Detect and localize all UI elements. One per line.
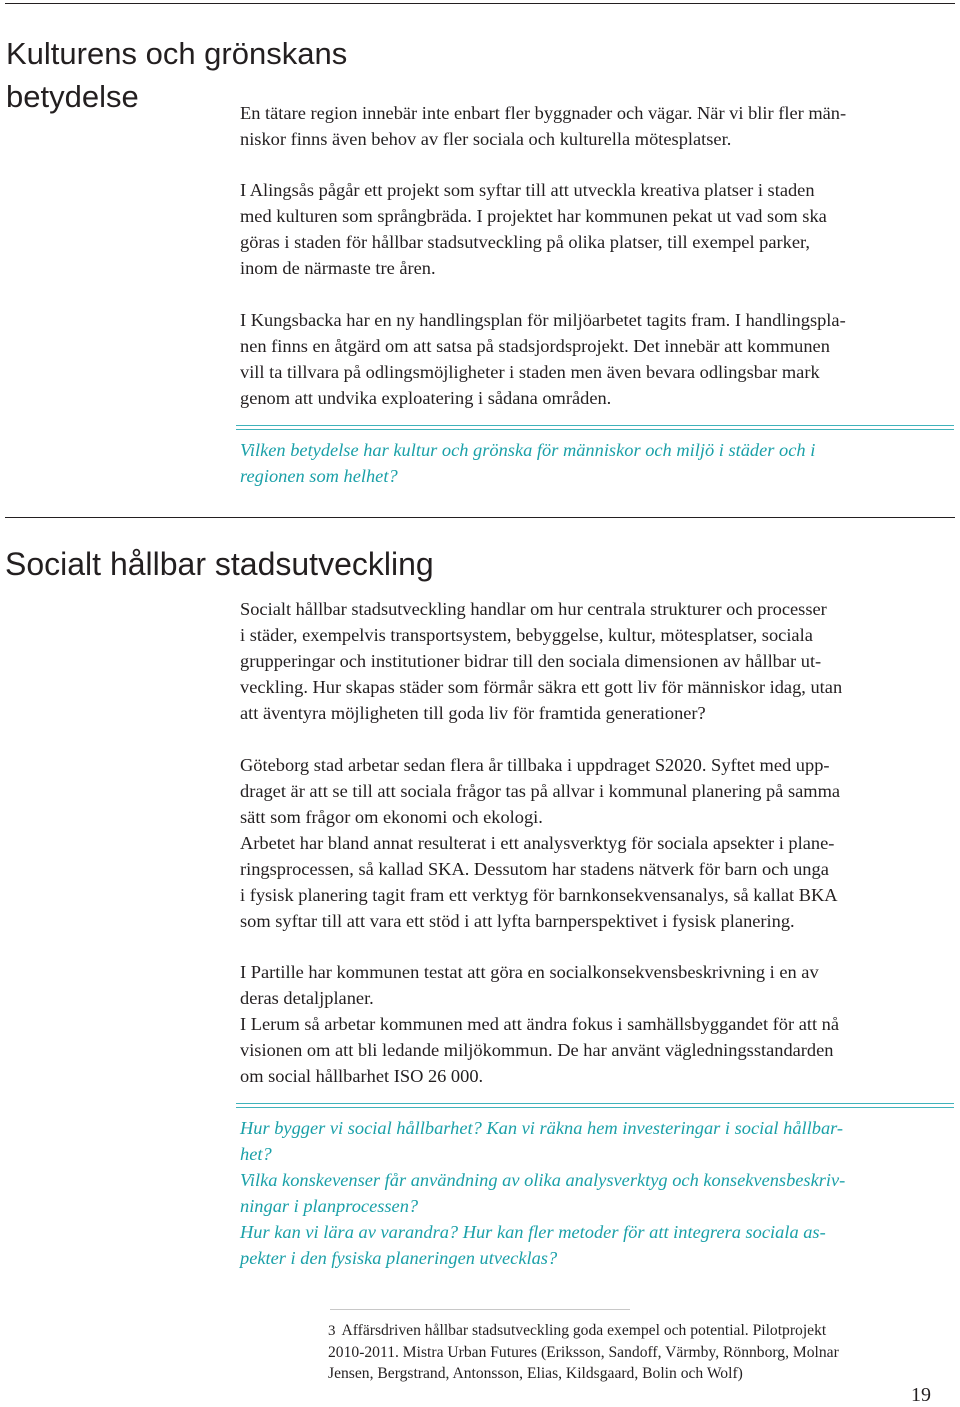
paragraph xyxy=(240,177,827,281)
text-line: ningar i planprocessen? xyxy=(240,1196,419,1216)
discussion-question xyxy=(240,437,815,489)
text-line: Hur kan vi lära av varandra? Hur kan fler metoder för att integrera sociala as- xyxy=(240,1222,826,1242)
text-line: Socialt hållbar stadsutveckling handlar om hur centrala strukturer och processer xyxy=(240,599,827,619)
text-line: nen finns en åtgärd om att satsa på stadsjordsprojekt. Det innebär att kommunen xyxy=(240,336,830,356)
section-heading-social: Socialt hållbar stadsutveckling xyxy=(5,546,434,582)
discussion-questions xyxy=(240,1115,845,1271)
question-divider xyxy=(236,425,954,430)
top-rule xyxy=(5,3,955,4)
section-heading-culture: Kulturens och grönskans betydelse xyxy=(6,36,348,114)
text-line: En tätare region innebär inte enbart fler byggnader och vägar. När vi blir fler män- xyxy=(240,103,847,123)
paragraph xyxy=(240,307,846,411)
text-line: Vilken betydelse har kultur och grönska för människor och miljö i städer och i xyxy=(240,440,816,460)
text-line: I Partille har kommunen testat att göra en socialkonsekvensbeskrivning i en av xyxy=(240,962,819,982)
text-line: Vilka konskevenser får användning av olika analysverktyg och konsekvensbeskriv- xyxy=(240,1170,846,1190)
footnote-number: 3 xyxy=(328,1323,336,1339)
text-line: inom de närmaste tre åren. xyxy=(240,258,436,278)
text-line: 2010-2011. Mistra Urban Futures (Eriksson, Sandoff, Värmby, Rönnborg, Molnar xyxy=(328,1344,839,1361)
text-line: I Alingsås pågår ett projekt som syftar till att utveckla kreativa platser i staden xyxy=(240,180,815,200)
text-line: med kulturen som språngbräda. I projektet har kommunen pekat ut vad som ska xyxy=(240,206,827,226)
text-line: pekter i den fysiska planeringen utvecklas? xyxy=(240,1248,558,1268)
text-line: om social hållbarhet ISO 26 000. xyxy=(240,1066,484,1086)
text-line: het? xyxy=(240,1144,272,1164)
text-line: göras i staden för hållbar stadsutveckling på olika platser, till exempel parker, xyxy=(240,232,810,252)
footnote-rule xyxy=(330,1309,630,1310)
text-line: niskor finns även behov av fler sociala och kulturella mötesplatser. xyxy=(240,129,732,149)
text-line: Affärsdriven hållbar stadsutveckling goda exempel och potential. Pilotprojekt xyxy=(341,1322,827,1339)
text-line: veckling. Hur skapas städer som förmår säkra ett gott liv för människor idag, utan xyxy=(240,677,843,697)
text-line: regionen som helhet? xyxy=(240,466,398,486)
text-line: Göteborg stad arbetar sedan flera år tillbaka i uppdraget S2020. Syftet med upp- xyxy=(240,755,830,775)
text-line: deras detaljplaner. xyxy=(240,988,374,1008)
text-line: ringsprocessen, så kallad SKA. Dessutom har stadens nätverk för barn och unga xyxy=(240,859,829,879)
text-line: Arbetet har bland annat resulterat i ett analysverktyg för sociala apsekter i plane- xyxy=(240,833,835,853)
text-line: I Kungsbacka har en ny handlingsplan för miljöarbetet tagits fram. I handlingspla- xyxy=(240,310,846,330)
text-line: i fysisk planering tagit fram ett verktyg för barnkonsekvensanalys, så kallat BKA xyxy=(240,885,838,905)
section-rule xyxy=(5,517,955,518)
paragraph xyxy=(240,100,846,152)
paragraph xyxy=(240,752,840,934)
paragraph xyxy=(240,959,839,1089)
text-line: Hur bygger vi social hållbarhet? Kan vi räkna hem investeringar i social hållbar- xyxy=(240,1118,844,1138)
question-divider xyxy=(236,1103,954,1108)
text-line: genom att undvika exploatering i sådana områden. xyxy=(240,388,612,408)
text-line: grupperingar och institutioner bidrar till den sociala dimensionen av hållbar ut- xyxy=(240,651,822,671)
page-number: 19 xyxy=(911,1384,931,1406)
text-line: i städer, exempelvis transportsystem, bebyggelse, kultur, mötesplatser, sociala xyxy=(240,625,813,645)
paragraph xyxy=(240,596,842,726)
text-line: draget är att se till att sociala frågor tas på allvar i kommunal planering på samma xyxy=(240,781,841,801)
text-line: visionen om att bli ledande miljökommun. De har använt vägledningsstandarden xyxy=(240,1040,834,1060)
text-line: sätt som frågor om ekonomi och ekologi. xyxy=(240,807,543,827)
text-line: vill ta tillvara på odlingsmöjligheter i staden men även bevara odlingsbar mark xyxy=(240,362,820,382)
text-line: Jensen, Bergstrand, Antonsson, Elias, Kildsgaard, Bolin och Wolf) xyxy=(328,1365,743,1382)
text-line: att äventyra möjligheten till goda liv för framtida generationer? xyxy=(240,703,706,723)
text-line: som syftar till att vara ett stöd i att lyfta barnperspektivet i fysisk planering. xyxy=(240,911,795,931)
text-line: I Lerum så arbetar kommunen med att ändra fokus i samhällsbyggandet för att nå xyxy=(240,1014,840,1034)
footnote xyxy=(328,1320,839,1384)
